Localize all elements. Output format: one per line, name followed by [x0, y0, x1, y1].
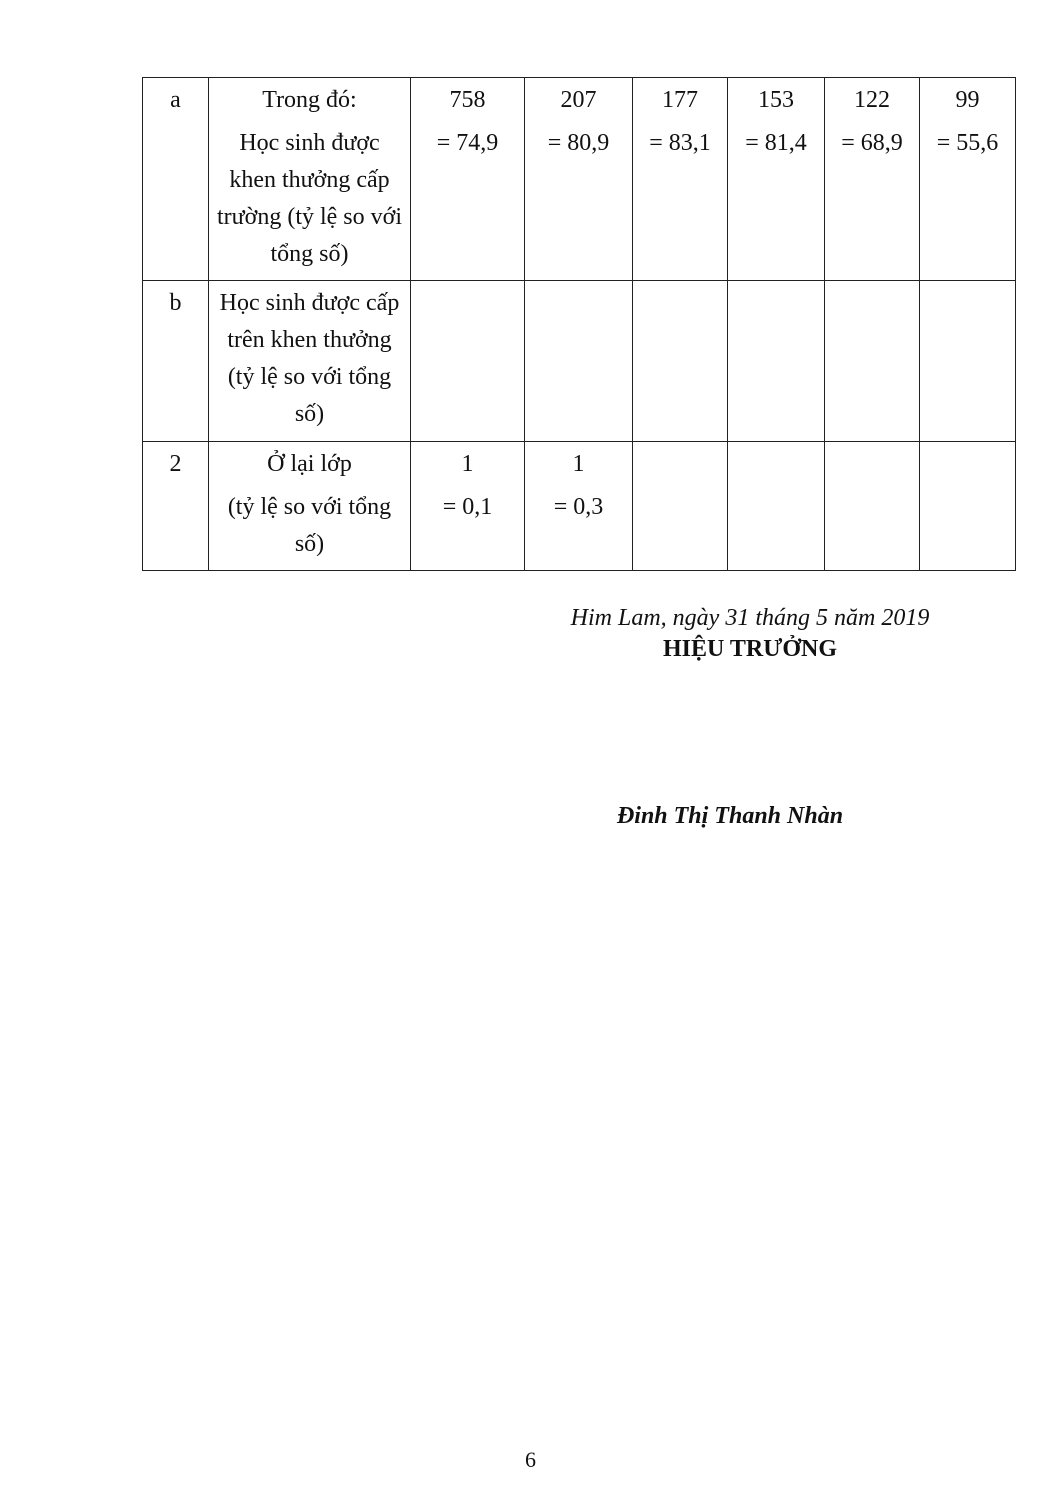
cell-ratio: = 0,3	[553, 494, 604, 520]
cell-count: 177	[662, 87, 698, 113]
table-cell	[920, 442, 1016, 571]
row-index: a	[143, 78, 209, 281]
cell-count: 153	[758, 87, 794, 113]
table-cell	[728, 281, 825, 442]
table-cell	[633, 281, 728, 442]
table-cell	[411, 281, 525, 442]
row-label-line: Học sinh được khen thưởng cấp trường (tỷ lệ so với tổng số)	[216, 130, 403, 267]
row-label-line: Trong đó:	[262, 87, 357, 113]
table-row	[143, 281, 1016, 442]
table-cell	[728, 442, 825, 571]
row-label	[209, 78, 411, 281]
signature-title: HIỆU TRƯỞNG	[662, 636, 838, 662]
table-cell	[525, 78, 633, 281]
row-label	[209, 442, 411, 571]
table-cell	[633, 442, 728, 571]
signature-name: Đinh Thị Thanh Nhàn	[616, 803, 844, 829]
table-cell	[825, 78, 920, 281]
row-label-line: (tỷ lệ so với tổng số)	[227, 494, 392, 557]
page-number: 6	[525, 1447, 536, 1472]
table-cell	[411, 78, 525, 281]
table-cell	[728, 78, 825, 281]
results-table	[142, 77, 1016, 571]
table-cell	[525, 442, 633, 571]
table-cell	[633, 78, 728, 281]
row-index: b	[143, 281, 209, 442]
table-cell	[411, 442, 525, 571]
table-cell	[920, 78, 1016, 281]
table-cell	[825, 442, 920, 571]
cell-count: 1	[461, 451, 474, 477]
cell-count: 1	[572, 451, 585, 477]
cell-ratio: = 74,9	[436, 130, 499, 156]
table-cell	[525, 281, 633, 442]
cell-count: 207	[560, 87, 597, 113]
row-index: 2	[143, 442, 209, 571]
cell-count: 758	[449, 87, 486, 113]
cell-ratio: = 0,1	[442, 494, 493, 520]
cell-ratio: = 80,9	[547, 130, 610, 156]
row-label-line: Ở lại lớp	[267, 451, 352, 477]
table-cell	[920, 281, 1016, 442]
table-row	[143, 78, 1016, 281]
row-label	[209, 281, 411, 442]
cell-count: 122	[854, 87, 890, 113]
cell-ratio: = 55,6	[936, 130, 999, 156]
cell-ratio: = 68,9	[841, 130, 903, 156]
signature-place-date: Him Lam, ngày 31 tháng 5 năm 2019	[570, 605, 930, 631]
cell-ratio: = 83,1	[649, 130, 711, 156]
table-row	[143, 442, 1016, 571]
row-label-line: Học sinh được cấp trên khen thưởng (tỷ lệ so với tổng số)	[219, 290, 400, 427]
table-cell	[825, 281, 920, 442]
cell-count: 99	[955, 87, 980, 113]
cell-ratio: = 81,4	[745, 130, 807, 156]
